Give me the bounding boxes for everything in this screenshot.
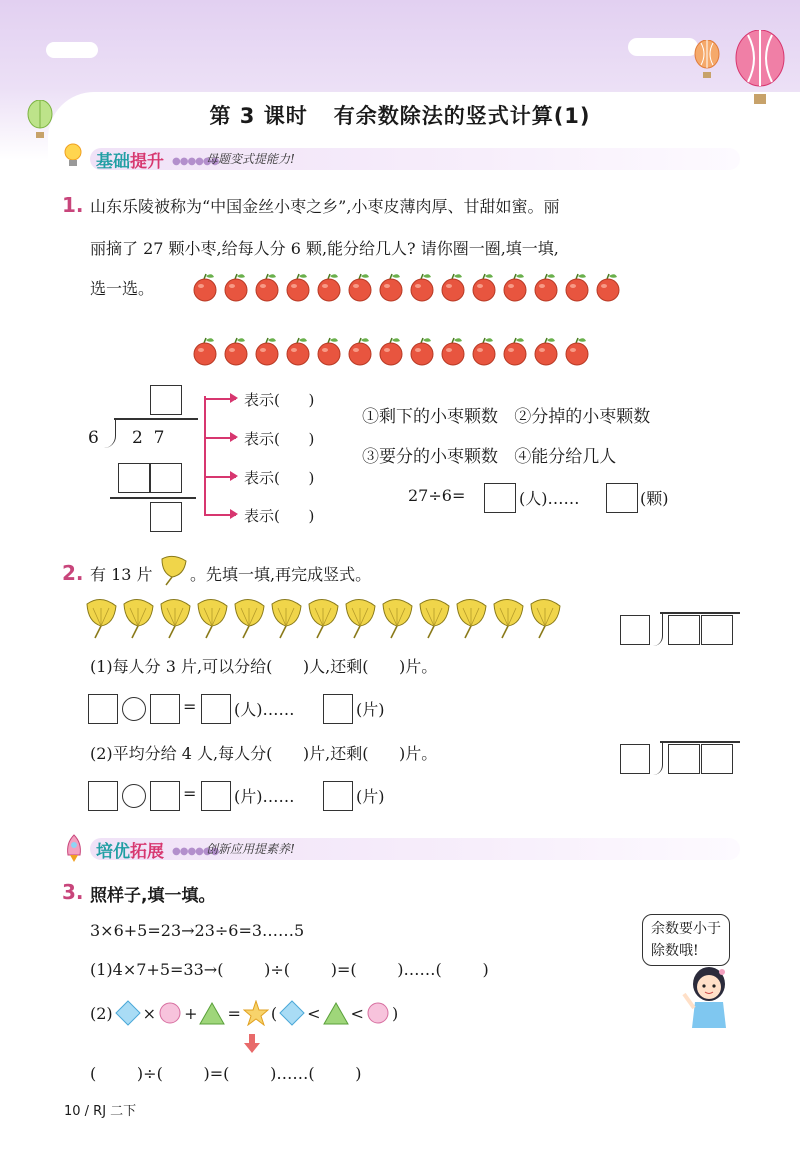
lesson-title (0, 100, 800, 130)
down-arrow-icon (244, 1034, 260, 1054)
q2-p1-unit2: (片) (356, 700, 385, 719)
open-paren: ( (270, 1003, 278, 1023)
ginkgo-leaf-icon (343, 598, 377, 640)
circle-icon (366, 1001, 390, 1025)
q2-divisor-box-1[interactable] (620, 615, 650, 645)
remainder-box[interactable] (150, 502, 182, 532)
hint-line1: 余数要小于 (651, 921, 721, 937)
q1-text-line2: 丽摘了 27 颗小枣,给每人分 6 颗,能分给几人? 请你圈一圈,填一填, (90, 239, 559, 258)
ginkgo-leaf-icon (269, 598, 303, 640)
close-paren: ) (391, 1003, 399, 1023)
q1-equation-prefix: 27÷6= (408, 486, 466, 505)
q1-unit-dates: (颗) (640, 489, 669, 508)
ginkgo-leaf-icon (84, 598, 118, 640)
date-fruit-icon (223, 272, 249, 302)
plus-sign: + (184, 1003, 198, 1023)
q2-p1-operator-circle[interactable] (122, 697, 146, 721)
balloon-icon (732, 30, 788, 108)
ginkgo-leaf-icon (158, 598, 192, 640)
division-bracket (103, 418, 116, 448)
product-box-tens[interactable] (118, 463, 150, 493)
ginkgo-leaf-icon (454, 598, 488, 640)
subtraction-line (110, 497, 196, 499)
q1-options-line1: ①剩下的小枣颗数 ②分掉的小枣颗数 (362, 407, 651, 427)
dividend: 2 7 (132, 428, 165, 448)
q3-answer-line: ( )÷( )=( )……( ) (90, 1064, 362, 1083)
q2-p1-box-a[interactable] (88, 694, 118, 724)
date-fruit-icon (409, 272, 435, 302)
ginkgo-leaf-icon (232, 598, 266, 640)
question-number-2: 2. (62, 561, 84, 585)
q1-answer-people-box[interactable] (484, 483, 516, 513)
division-bar (114, 418, 198, 420)
page-number: 10 / RJ 二下 (64, 1104, 137, 1119)
girl-avatar (682, 964, 736, 1032)
star-icon (243, 1000, 269, 1026)
date-fruit-icon (409, 336, 435, 366)
equals-sign: = (227, 1003, 241, 1023)
date-fruit-icon (285, 272, 311, 302)
arrow-icon (230, 471, 238, 481)
q2-division-bracket-2 (652, 741, 663, 775)
hint-line2: 除数哦! (651, 943, 699, 959)
q2-p2-box-c[interactable] (201, 781, 231, 811)
product-box-ones[interactable] (150, 463, 182, 493)
q1-options-line2: ③要分的小枣颗数 ④能分给几人 (362, 447, 617, 467)
date-fruit-icon (192, 272, 218, 302)
q2-dividend-box-1a[interactable] (668, 615, 700, 645)
q2-p2-box-a[interactable] (88, 781, 118, 811)
q2-dividend-box-2b[interactable] (701, 744, 733, 774)
ginkgo-leaf-icon (417, 598, 451, 640)
q2-p1-box-d[interactable] (323, 694, 353, 724)
date-fruit-icon (564, 336, 590, 366)
date-fruit-icon (378, 336, 404, 366)
q2-division-bar-1 (660, 612, 740, 614)
ginkgo-leaf-icon (158, 555, 188, 587)
date-fruit-icon (254, 272, 280, 302)
meaning-blank-dividend[interactable]: 表示( ) (244, 430, 315, 448)
divisor: 6 (88, 428, 99, 448)
meaning-blank-product[interactable]: 表示( ) (244, 469, 315, 487)
q3-example: 3×6+5=23→23÷6=3……5 (90, 921, 305, 940)
dates-row-2 (192, 336, 595, 366)
date-fruit-icon (471, 272, 497, 302)
question-number-1: 1. (62, 193, 84, 217)
q2-dividend-box-2a[interactable] (668, 744, 700, 774)
dates-row-1 (192, 272, 626, 302)
section-note-basic: 母题变式提能力! (206, 152, 295, 166)
ginkgo-leaf-icon (121, 598, 155, 640)
q2-p1-unit1: (人)…… (234, 700, 295, 719)
q2-p2-unit1: (片)…… (234, 787, 295, 806)
q1-text-line3: 选一选。 (90, 279, 155, 298)
date-fruit-icon (285, 336, 311, 366)
q2-part1-text: (1)每人分 3 片,可以分给( )人,还剩( )片。 (90, 657, 438, 676)
ginkgo-leaf-icon (306, 598, 340, 640)
q2-p2-unit2: (片) (356, 787, 385, 806)
section-title-advanced: 培优拓展 (96, 842, 164, 862)
dot-decoration: ●●●●●● (172, 846, 219, 857)
diamond-icon (115, 1000, 141, 1026)
date-fruit-icon (533, 336, 559, 366)
q2-p1-box-b[interactable] (150, 694, 180, 724)
q2-division-bar-2 (660, 741, 740, 743)
date-fruit-icon (502, 336, 528, 366)
date-fruit-icon (316, 336, 342, 366)
lesson-number: 第 3 课时 (209, 104, 308, 128)
date-fruit-icon (254, 336, 280, 366)
q2-p1-equals: = (183, 697, 197, 716)
arrow-icon (230, 509, 238, 519)
meaning-blank-quotient[interactable]: 表示( ) (244, 391, 315, 409)
q3-item2 (90, 998, 398, 1028)
q2-intro-a: 有 13 片 (90, 565, 153, 584)
q2-p2-operator-circle[interactable] (122, 784, 146, 808)
less-than-sign: < (307, 1003, 321, 1023)
q1-answer-remainder-box[interactable] (606, 483, 638, 513)
quotient-box[interactable] (150, 385, 182, 415)
date-fruit-icon (347, 272, 373, 302)
date-fruit-icon (471, 336, 497, 366)
cloud-icon (46, 42, 98, 58)
diamond-icon (279, 1000, 305, 1026)
ginkgo-leaves-row (84, 598, 565, 640)
meaning-blank-remainder[interactable]: 表示( ) (244, 507, 315, 525)
q2-division-bracket-1 (652, 612, 663, 646)
q2-divisor-box-2[interactable] (620, 744, 650, 774)
date-fruit-icon (502, 272, 528, 302)
q2-dividend-box-1b[interactable] (701, 615, 733, 645)
date-fruit-icon (595, 272, 621, 302)
triangle-icon (199, 1001, 225, 1025)
date-fruit-icon (440, 272, 466, 302)
q2-p2-box-d[interactable] (323, 781, 353, 811)
rocket-icon (62, 833, 86, 863)
triangle-icon (323, 1001, 349, 1025)
lesson-topic: 有余数除法的竖式计算(1) (333, 104, 591, 128)
q2-p1-box-c[interactable] (201, 694, 231, 724)
date-fruit-icon (533, 272, 559, 302)
arrow-icon (230, 432, 238, 442)
q2-intro-b: 。先填一填,再完成竖式。 (190, 565, 372, 584)
arrow-icon (230, 393, 238, 403)
ginkgo-leaf-icon (380, 598, 414, 640)
section-title-basic: 基础提升 (96, 152, 164, 172)
question-number-3: 3. (62, 880, 84, 904)
q2-p2-equals: = (183, 784, 197, 803)
q2-p2-box-b[interactable] (150, 781, 180, 811)
ginkgo-leaf-icon (528, 598, 562, 640)
ginkgo-leaf-icon (195, 598, 229, 640)
q1-unit-people: (人)…… (519, 489, 580, 508)
date-fruit-icon (223, 336, 249, 366)
date-fruit-icon (192, 336, 218, 366)
times-sign: × (142, 1003, 157, 1023)
date-fruit-icon (378, 272, 404, 302)
date-fruit-icon (316, 272, 342, 302)
balloon-icon (692, 40, 722, 80)
q1-text-line1: 山东乐陵被称为“中国金丝小枣之乡”,小枣皮薄肉厚、甘甜如蜜。丽 (90, 197, 560, 216)
section-note-advanced: 创新应用提素养! (206, 842, 295, 856)
lightbulb-icon (62, 142, 84, 170)
q3-item2-label: (2) (90, 1003, 113, 1023)
connector-vertical (204, 396, 206, 514)
dot-decoration: ●●●●●● (172, 156, 219, 167)
cloud-icon (628, 38, 698, 56)
date-fruit-icon (564, 272, 590, 302)
date-fruit-icon (440, 336, 466, 366)
hint-bubble (642, 914, 730, 966)
date-fruit-icon (347, 336, 373, 366)
q3-item1: (1)4×7+5=33→( )÷( )=( )……( ) (90, 960, 489, 979)
q2-part2-text: (2)平均分给 4 人,每人分( )片,还剩( )片。 (90, 744, 438, 763)
circle-icon (158, 1001, 182, 1025)
ginkgo-leaf-icon (491, 598, 525, 640)
less-than-sign: < (350, 1003, 364, 1023)
q3-title: 照样子,填一填。 (90, 886, 216, 906)
